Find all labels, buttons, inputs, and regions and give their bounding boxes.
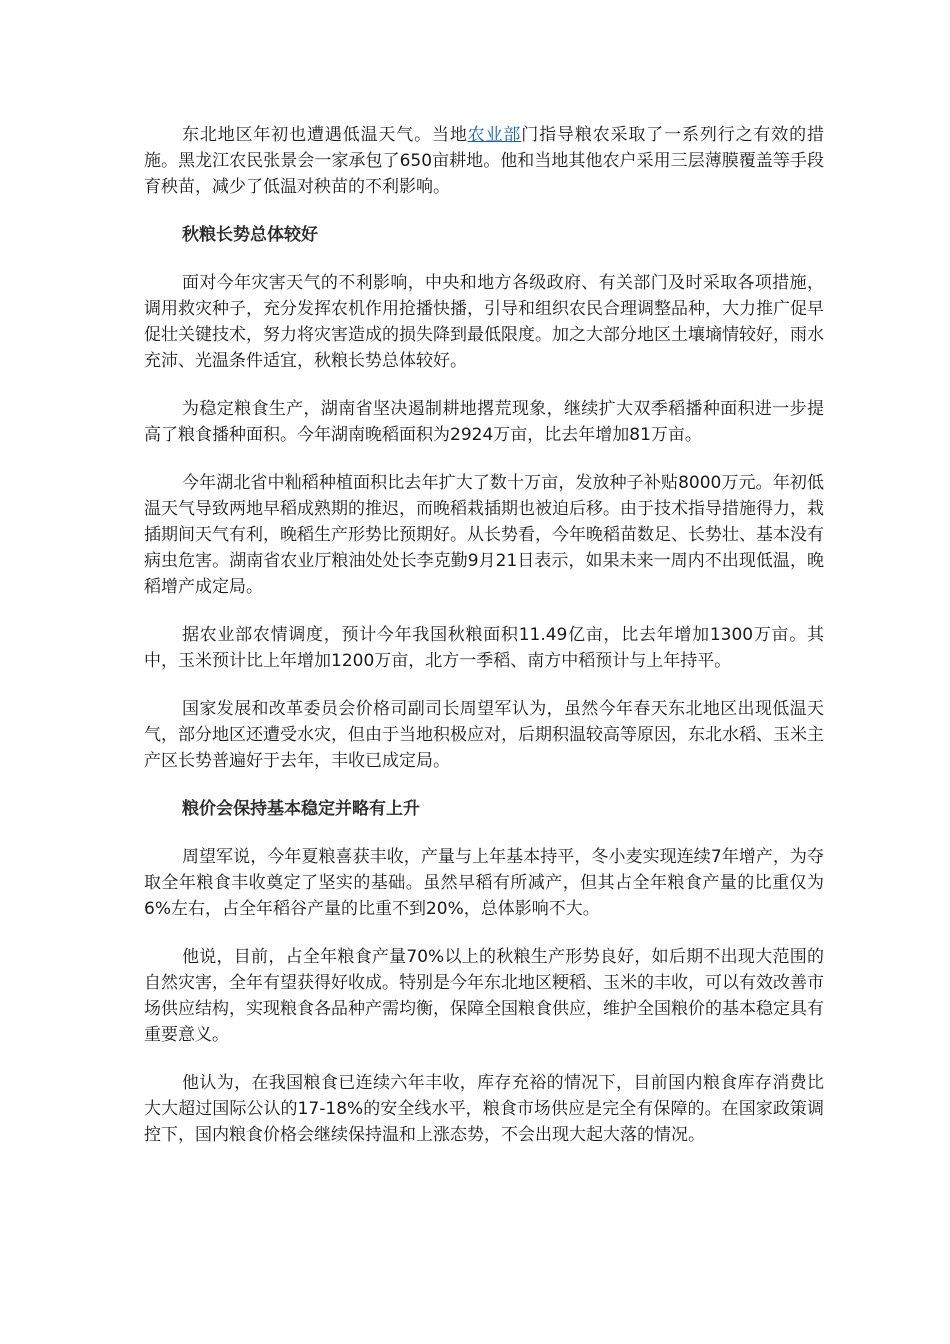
- document-page: [144, 122, 824, 1170]
- paragraph-5: 据农业部农情调度，预计今年我国秋粮面积11.49亿亩，比去年增加1300万亩。其中，玉米预计比上年增加1200万亩，北方一季稻、南方中稻预计与上年持平。: [144, 625, 824, 671]
- paragraph-8: 他说，目前，占全年粮食产量70%以上的秋粮生产形势良好，如后期不出现大范围的自然灾害，全年有望获得好收成。特别是今年东北地区粳稻、玉米的丰收，可以有效改善市场供应结构，实现粮食各品种产需均衡，保障全国粮食供应，维护全国粮价的基本稳定具有重要意义。: [144, 947, 824, 1045]
- paragraph-9: 他认为，在我国粮食已连续六年丰收，库存充裕的情况下，目前国内粮食库存消费比大大超过国际公认的17-18%的安全线水平，粮食市场供应是完全有保障的。在国家政策调控下，国内粮食价格会继续保持温和上涨态势，不会出现大起大落的情况。: [144, 1073, 824, 1145]
- paragraph-3: 为稳定粮食生产，湖南省坚决遏制耕地撂荒现象，继续扩大双季稻播种面积进一步提高了粮食播种面积。今年湖南晚稻面积为2924万亩，比去年增加81万亩。: [144, 399, 824, 445]
- paragraph-1: [144, 122, 824, 200]
- paragraph-2: 面对今年灾害天气的不利影响，中央和地方各级政府、有关部门及时采取各项措施，调用救灾种子，充分发挥农机作用抢播快播，引导和组织农民合理调整品种，大力推广促早促壮关键技术，努力将灾害造成的损失降到最低限度。加之大部分地区土壤墒情较好，雨水充沛、光温条件适宜，秋粮长势总体较好。: [144, 273, 824, 371]
- section-heading-grain-price: 粮价会保持基本稳定并略有上升: [182, 799, 420, 819]
- section-heading-autumn-grain: 秋粮长势总体较好: [182, 225, 318, 245]
- agriculture-ministry-link[interactable]: 农业部: [467, 125, 522, 145]
- paragraph-7: 周望军说，今年夏粮喜获丰收，产量与上年基本持平，冬小麦实现连续7年增产，为夺取全年粮食丰收奠定了坚实的基础。虽然早稻有所减产，但其占全年粮食产量的比重仅为6%左右，占全年稻谷产量的比重不到20%，总体影响不大。: [144, 847, 824, 919]
- paragraph-6: 国家发展和改革委员会价格司副司长周望军认为，虽然今年春天东北地区出现低温天气，部分地区还遭受水灾，但由于当地积极应对，后期积温较高等原因，东北水稻、玉米主产区长势普遍好于去年，丰收已成定局。: [144, 699, 824, 771]
- paragraph-4: 今年湖北省中籼稻种植面积比去年扩大了数十万亩，发放种子补贴8000万元。年初低温天气导致两地早稻成熟期的推迟，而晚稻栽插期也被迫后移。由于技术指导措施得力，栽插期间天气有利，晚稻生产形势比预期好。从长势看，今年晚稻苗数足、长势壮、基本没有病虫危害。湖南省农业厅粮油处处长李克勤9月21日表示，如果未来一周内不出现低温，晚稻增产成定局。: [144, 473, 824, 597]
- paragraph-1-text-b: 门指导粮农采取了一系列行之有效的措施。黑龙江农民张景会一家承包了650亩耕地。他和当地其他农户采用三层薄膜覆盖等手段育秧苗，减少了低温对秧苗的不利影响。: [144, 125, 825, 197]
- paragraph-1-text-a: 东北地区年初也遭遇低温天气。当地: [182, 125, 468, 145]
